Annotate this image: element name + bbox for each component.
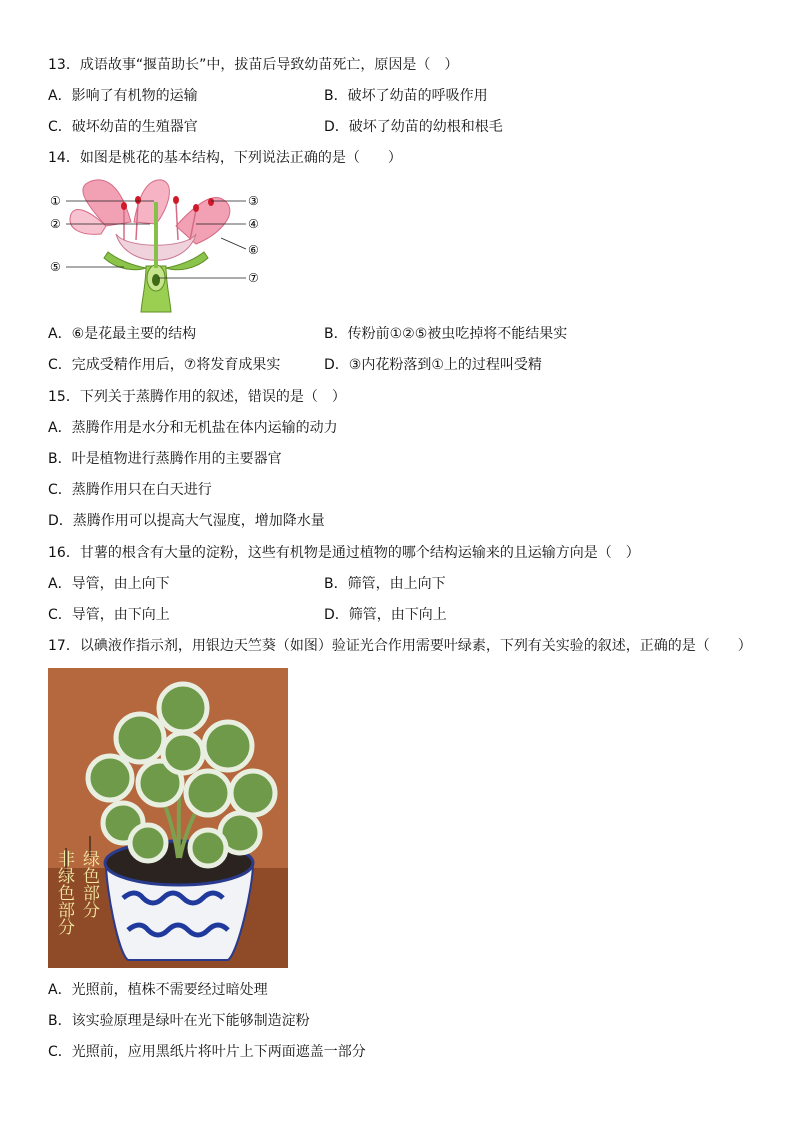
q13-option-d: D．破坏了幼苗的幼根和根毛 [324, 119, 503, 135]
non-green-part-label: 非绿色部分 [54, 850, 74, 935]
q14-option-d: D．③内花粉落到①上的过程叫受精 [324, 357, 542, 373]
q16-option-a: A．导管，由上向下 [48, 576, 170, 592]
label-5: ⑤ [50, 260, 61, 274]
q15-option-c: C．蒸腾作用只在白天进行 [48, 482, 212, 498]
q15-option-a: A．蒸腾作用是水分和无机盐在体内运输的动力 [48, 420, 338, 436]
q16-option-c: C．导管，由下向上 [48, 607, 170, 623]
geranium-photo [48, 668, 288, 968]
q15-stem: 15．下列关于蒸腾作用的叙述，错误的是（ ） [48, 389, 346, 405]
q17-option-b: B．该实验原理是绿叶在光下能够制造淀粉 [48, 1013, 310, 1029]
q13-stem: 13．成语故事“揠苗助长”中，拔苗后导致幼苗死亡，原因是（ ） [48, 57, 459, 73]
label-2: ② [50, 217, 61, 231]
q17-stem: 17．以碘液作指示剂，用银边天竺葵（如图）验证光合作用需要叶绿素，下列有关实验的叙述，正确的是（ ） [48, 638, 752, 654]
label-6: ⑥ [248, 243, 259, 257]
q17-option-c: C．光照前，应用黑纸片将叶片上下两面遮盖一部分 [48, 1044, 366, 1060]
label-3: ③ [248, 194, 259, 208]
q17-option-a: A．光照前，植株不需要经过暗处理 [48, 982, 268, 998]
green-part-label: 绿色部分 [79, 850, 99, 918]
label-7: ⑦ [248, 271, 259, 285]
q16-option-b: B．筛管，由上向下 [324, 576, 446, 592]
q13-option-a: A．影响了有机物的运输 [48, 88, 198, 104]
q15-option-b: B．叶是植物进行蒸腾作用的主要器官 [48, 451, 282, 467]
peach-flower-diagram [46, 174, 270, 318]
q13-option-b: B．破坏了幼苗的呼吸作用 [324, 88, 488, 104]
q13-option-c: C．破坏幼苗的生殖器官 [48, 119, 198, 135]
q14-option-b: B．传粉前①②⑤被虫吃掉将不能结果实 [324, 326, 568, 342]
label-1: ① [50, 194, 61, 208]
q16-option-d: D．筛管，由下向上 [324, 607, 447, 623]
label-4: ④ [248, 217, 259, 231]
q14-option-a: A．⑥是花最主要的结构 [48, 326, 197, 342]
q14-option-c: C．完成受精作用后，⑦将发育成果实 [48, 357, 281, 373]
q14-stem: 14．如图是桃花的基本结构，下列说法正确的是（ ） [48, 150, 402, 166]
q16-stem: 16．甘薯的根含有大量的淀粉，这些有机物是通过植物的哪个结构运输来的且运输方向是（ ） [48, 545, 640, 561]
q15-option-d: D．蒸腾作用可以提高大气湿度，增加降水量 [48, 513, 325, 529]
